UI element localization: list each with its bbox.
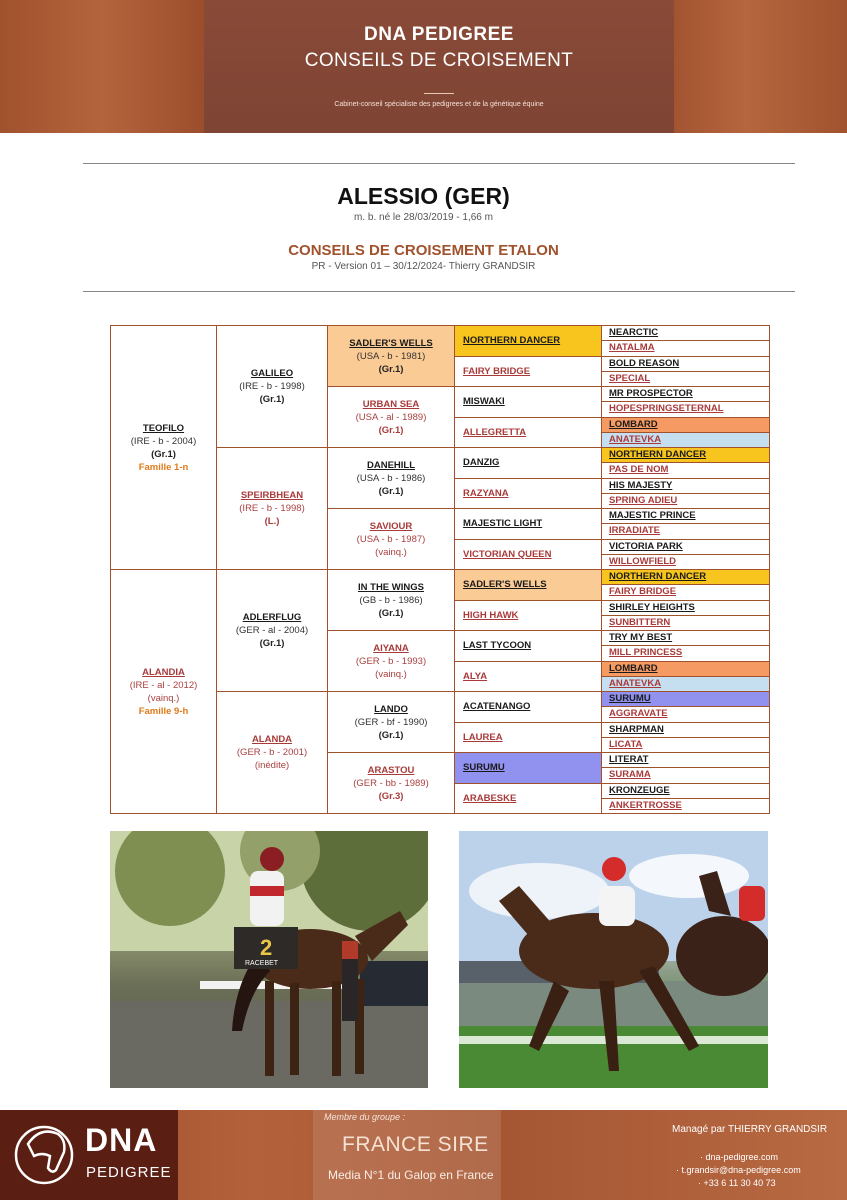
pedigree-cell-g5-12: [601, 508, 770, 524]
horse-name[interactable]: SPECIAL: [609, 372, 651, 384]
horse-name[interactable]: HOPESPRINGSETERNAL: [609, 403, 724, 415]
horse-name[interactable]: SAVIOUR: [369, 520, 413, 532]
footer-logo-sub: PEDIGREE: [86, 1164, 172, 1181]
pedigree-cell-g3-4: [327, 569, 455, 631]
horse-name[interactable]: MISWAKI: [463, 396, 505, 408]
horse-name[interactable]: GALILEO: [250, 368, 294, 379]
pedigree-cell-g4-6: [454, 508, 602, 540]
horse-grade: (Gr.1): [259, 394, 285, 405]
header-panel: [204, 0, 674, 133]
horse-name[interactable]: LICATA: [609, 738, 643, 750]
horse-name[interactable]: URBAN SEA: [362, 398, 420, 410]
horse-name[interactable]: SPRING ADIEU: [609, 494, 678, 506]
pedigree-cell-g5-16: [601, 569, 770, 585]
horse-name: ALESSIO (GER): [337, 183, 510, 209]
header-divider: [424, 93, 454, 94]
horse-grade: (vainq.): [375, 668, 407, 680]
horse-details: (IRE - al - 2012): [129, 679, 198, 691]
footer-member-label: Membre du groupe :: [324, 1112, 406, 1122]
pedigree-cell-g5-3: [601, 371, 770, 387]
horse-details: (GER - bb - 1989): [353, 777, 429, 789]
horse-name[interactable]: SADLER'S WELLS: [349, 337, 433, 349]
horse-name[interactable]: IN THE WINGS: [358, 581, 424, 593]
horse-name[interactable]: LAUREA: [463, 731, 503, 743]
horse-name[interactable]: SURUMU: [609, 693, 651, 705]
horse-grade: (inédite): [254, 760, 290, 771]
bottom-rule: [83, 291, 795, 292]
pedigree-cell-g5-28: [601, 752, 770, 768]
pedigree-cell-g4-15: [454, 783, 602, 815]
horse-name[interactable]: MAJESTIC PRINCE: [609, 510, 696, 522]
horse-details: (GB - b - 1986): [359, 594, 423, 606]
pedigree-cell-g4-1: [454, 356, 602, 388]
pedigree-cell-g4-10: [454, 630, 602, 662]
horse-name[interactable]: LAST TYCOON: [463, 640, 532, 652]
horse-name[interactable]: VICTORIAN QUEEN: [463, 548, 552, 560]
pedigree-cell-g4-8: [454, 569, 602, 601]
pedigree-cell-g5-9: [601, 462, 770, 478]
horse-name[interactable]: LOMBARD: [609, 418, 658, 430]
pedigree-cell-g1-0: [110, 325, 217, 570]
horse-name[interactable]: NORTHERN DANCER: [463, 335, 561, 347]
pedigree-cell-g5-23: [601, 676, 770, 692]
pedigree-cell-g4-11: [454, 661, 602, 693]
pedigree-cell-g5-22: [601, 661, 770, 677]
pedigree-cell-g2-3: [216, 691, 328, 814]
pedigree-cell-g5-7: [601, 432, 770, 448]
pedigree-cell-g5-5: [601, 401, 770, 417]
horse-name[interactable]: SHARPMAN: [609, 723, 664, 735]
version-line: PR - Version 01 – 30/12/2024- Thierry GRANDSIR: [311, 261, 536, 272]
header-subtitle: CONSEILS DE CROISEMENT: [304, 50, 574, 71]
photo-race: [459, 831, 768, 1088]
pedigree-cell-g5-25: [601, 706, 770, 722]
horse-name[interactable]: NEARCTIC: [609, 327, 659, 339]
horse-grade: (vainq.): [147, 692, 180, 704]
horse-grade: (vainq.): [375, 546, 407, 558]
pedigree-cell-g5-11: [601, 493, 770, 509]
horse-name[interactable]: ARASTOU: [367, 764, 415, 776]
pedigree-cell-g3-7: [327, 752, 455, 814]
horse-name[interactable]: NATALMA: [609, 342, 655, 354]
horse-name[interactable]: KRONZEUGE: [609, 784, 670, 796]
horse-details: (GER - b - 1993): [355, 655, 427, 667]
horse-details: (IRE - b - 1998): [239, 503, 305, 514]
horse-head-logo-icon: [6, 1110, 86, 1200]
pedigree-cell-g1-1: [110, 569, 217, 814]
horse-grade: (Gr.1): [378, 729, 404, 741]
pedigree-cell-g4-2: [454, 386, 602, 418]
pedigree-cell-g5-6: [601, 417, 770, 433]
horse-name[interactable]: ARABESKE: [463, 792, 517, 804]
pedigree-cell-g3-2: [327, 447, 455, 509]
horse-grade: (L.): [264, 516, 280, 527]
pedigree-cell-g4-0: [454, 325, 602, 357]
horse-name[interactable]: HIS MAJESTY: [609, 479, 673, 491]
horse-grade: (Gr.1): [378, 485, 404, 497]
horse-name[interactable]: IRRADIATE: [609, 525, 661, 537]
horse-paddock-image: [110, 831, 428, 1088]
horse-race-image: [459, 831, 768, 1088]
horse-name[interactable]: SADLER'S WELLS: [463, 579, 547, 591]
pedigree-cell-g5-20: [601, 630, 770, 646]
horse-details: (USA - b - 1987): [356, 533, 426, 545]
horse-name[interactable]: ALYA: [463, 670, 488, 682]
pedigree-cell-g5-2: [601, 356, 770, 372]
header-banner: [0, 0, 847, 133]
horse-name[interactable]: MAJESTIC LIGHT: [463, 518, 543, 530]
pedigree-cell-g5-19: [601, 615, 770, 631]
pedigree-cell-g5-1: [601, 340, 770, 356]
family-label: Famille 9-h: [138, 705, 189, 717]
pedigree-cell-g5-10: [601, 478, 770, 494]
photo-paddock: [110, 831, 428, 1088]
pedigree-cell-g4-12: [454, 691, 602, 723]
pedigree-cell-g2-0: [216, 325, 328, 448]
horse-name[interactable]: SURAMA: [609, 769, 651, 781]
horse-details: (USA - b - 1986): [356, 472, 426, 484]
horse-grade: (Gr.1): [151, 448, 176, 460]
horse-name[interactable]: AGGRAVATE: [609, 708, 668, 720]
pedigree-cell-g5-0: [601, 325, 770, 341]
horse-name[interactable]: LANDO: [374, 703, 408, 715]
pedigree-cell-g3-0: [327, 325, 455, 387]
family-label: Famille 1-n: [138, 461, 189, 473]
horse-name[interactable]: DANZIG: [463, 457, 500, 469]
pedigree-cell-g4-7: [454, 539, 602, 571]
horse-name[interactable]: LOMBARD: [609, 662, 658, 674]
pedigree-cell-g5-26: [601, 722, 770, 738]
horse-name[interactable]: SPEIRBHEAN: [240, 490, 304, 501]
footer-website[interactable]: · dna-pedigree.com: [700, 1152, 779, 1162]
horse-grade: (Gr.1): [378, 363, 404, 375]
pedigree-table: [110, 325, 769, 813]
footer-logo: [0, 1110, 178, 1200]
pedigree-cell-g4-3: [454, 417, 602, 449]
pedigree-cell-g4-4: [454, 447, 602, 479]
pedigree-cell-g5-29: [601, 767, 770, 783]
footer-logo-main: DNA: [85, 1122, 158, 1158]
horse-info: m. b. né le 28/03/2019 - 1,66 m: [354, 212, 493, 223]
horse-details: (GER - al - 2004): [235, 625, 309, 636]
horse-name[interactable]: SURUMU: [463, 762, 505, 774]
footer-group-tagline: Media N°1 du Galop en France: [328, 1168, 494, 1182]
horse-name[interactable]: VICTORIA PARK: [609, 540, 683, 552]
pedigree-cell-g5-30: [601, 783, 770, 799]
saddlecloth-sponsor: RACEBET: [245, 960, 279, 967]
horse-grade: (Gr.1): [378, 607, 404, 619]
footer-phone: · +33 6 11 30 40 73: [698, 1178, 776, 1188]
pedigree-cell-g3-1: [327, 386, 455, 448]
header-tagline: Cabinet-conseil spécialiste des pedigrees et de la génétique équine: [334, 101, 544, 108]
horse-grade: (Gr.3): [378, 790, 404, 802]
horse-name[interactable]: AIYANA: [373, 642, 409, 654]
horse-name[interactable]: ALANDIA: [142, 666, 185, 678]
footer-group-name: FRANCE SIRE: [342, 1133, 489, 1156]
pedigree-cell-g5-31: [601, 798, 770, 814]
horse-name[interactable]: ALLEGRETTA: [463, 426, 527, 438]
horse-name[interactable]: ANKERTROSSE: [609, 799, 682, 811]
horse-name[interactable]: MR PROSPECTOR: [609, 388, 693, 400]
horse-name[interactable]: TRY MY BEST: [609, 632, 673, 644]
horse-grade: (Gr.1): [259, 638, 285, 649]
footer-managed-by: Managé par THIERRY GRANDSIR: [672, 1124, 828, 1135]
horse-details: (IRE - b - 1998): [239, 381, 305, 392]
horse-name[interactable]: FAIRY BRIDGE: [463, 365, 531, 377]
horse-name[interactable]: HIGH HAWK: [463, 609, 519, 621]
footer-email[interactable]: · t.grandsir@dna-pedigree.com: [676, 1165, 801, 1175]
footer-banner: [0, 1110, 847, 1200]
horse-name[interactable]: RAZYANA: [463, 487, 509, 499]
pedigree-cell-g2-2: [216, 569, 328, 692]
pedigree-cell-g3-5: [327, 630, 455, 692]
pedigree-cell-g5-8: [601, 447, 770, 463]
pedigree-cell-g4-9: [454, 600, 602, 632]
pedigree-cell-g5-21: [601, 645, 770, 661]
pedigree-cell-g5-17: [601, 584, 770, 600]
horse-name[interactable]: ADLERFLUG: [242, 612, 302, 623]
horse-name[interactable]: SUNBITTERN: [609, 616, 671, 628]
pedigree-cell-g4-13: [454, 722, 602, 754]
horse-name[interactable]: BOLD REASON: [609, 357, 680, 369]
section-title: CONSEILS DE CROISEMENT ETALON: [288, 242, 559, 259]
pedigree-cell-g5-18: [601, 600, 770, 616]
horse-name[interactable]: LITERAT: [609, 754, 649, 766]
horse-details: (GER - b - 2001): [236, 747, 308, 758]
horse-details: (USA - al - 1989): [355, 411, 427, 423]
horse-details: (USA - b - 1981): [356, 350, 426, 362]
pedigree-cell-g5-13: [601, 523, 770, 539]
pedigree-cell-g4-5: [454, 478, 602, 510]
horse-name[interactable]: SHIRLEY HEIGHTS: [609, 601, 695, 613]
horse-name[interactable]: NORTHERN DANCER: [609, 571, 707, 583]
pedigree-cell-g3-3: [327, 508, 455, 570]
horse-name[interactable]: ALANDA: [251, 734, 293, 745]
pedigree-cell-g4-14: [454, 752, 602, 784]
pedigree-cell-g2-1: [216, 447, 328, 570]
pedigree-cell-g3-6: [327, 691, 455, 753]
horse-name[interactable]: ANATEVKA: [609, 677, 662, 689]
horse-name[interactable]: ANATEVKA: [609, 433, 662, 445]
horse-name[interactable]: PAS DE NOM: [609, 464, 669, 476]
horse-details: (IRE - b - 2004): [130, 435, 197, 447]
horse-name[interactable]: MILL PRINCESS: [609, 647, 683, 659]
saddlecloth-number: 2: [260, 935, 273, 960]
pedigree-cell-g5-24: [601, 691, 770, 707]
horse-name[interactable]: WILLOWFIELD: [609, 555, 677, 567]
pedigree-cell-g5-27: [601, 737, 770, 753]
horse-name[interactable]: TEOFILO: [142, 422, 185, 434]
pedigree-cell-g5-14: [601, 539, 770, 555]
horse-name[interactable]: FAIRY BRIDGE: [609, 586, 677, 598]
horse-details: (GER - bf - 1990): [354, 716, 428, 728]
top-rule: [83, 163, 795, 164]
horse-grade: (Gr.1): [378, 424, 404, 436]
horse-name[interactable]: NORTHERN DANCER: [609, 449, 707, 461]
horse-name[interactable]: ACATENANGO: [463, 701, 531, 713]
header-title: DNA PEDIGREE: [364, 24, 514, 45]
horse-name[interactable]: DANEHILL: [366, 459, 416, 471]
pedigree-cell-g5-15: [601, 554, 770, 570]
pedigree-cell-g5-4: [601, 386, 770, 402]
